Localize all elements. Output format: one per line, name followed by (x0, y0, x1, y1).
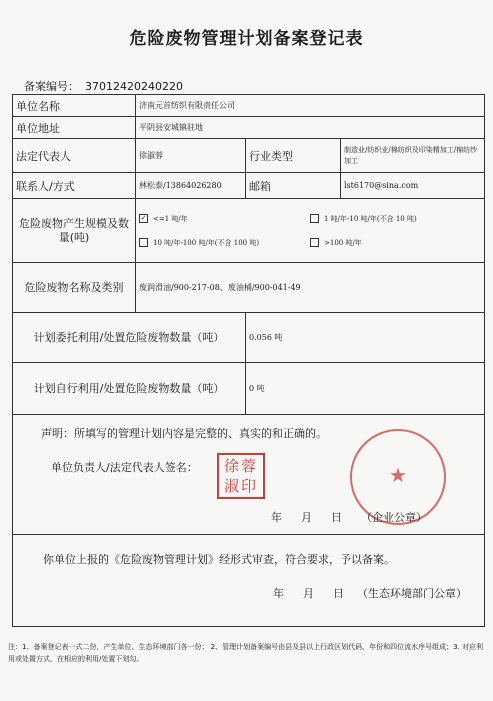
scale-option-text: <=1 吨/年 (153, 214, 188, 223)
personal-seal: 徐蓉淑印 (217, 453, 265, 499)
waste-name-label: 危险废物名称及类别 (13, 263, 136, 313)
unit-address-value: 平阴县安城镇驻地 (136, 117, 485, 139)
approval-section (13, 535, 485, 627)
approval-day: 日 (333, 587, 344, 600)
scale-option-3[interactable] (139, 238, 310, 248)
form-title: 危险废物管理计划备案登记表 (129, 29, 364, 49)
registration-table (12, 94, 485, 627)
legal-rep-label: 法定代表人 (13, 139, 136, 173)
scale-checkbox-3[interactable] (139, 238, 148, 247)
scale-checkbox-1[interactable]: ✓ (140, 214, 147, 222)
approval-month: 月 (303, 587, 314, 600)
self-use-value: 0 吨 (246, 363, 485, 415)
signer-label: 单位负责人/法定代表人签名： (51, 461, 198, 474)
authority-seal-note: （生态环境部门公章） (357, 587, 467, 600)
company-seal-note: （企业公章） (361, 511, 427, 524)
declaration-section (13, 415, 485, 535)
declaration-month: 月 (301, 511, 312, 524)
legal-rep-value: 徐淑蓉 (136, 139, 246, 173)
scale-option-text: >100 吨/年 (324, 238, 362, 247)
scale-option-4[interactable] (310, 238, 481, 248)
entrusted-label: 计划委托利用/处置危险废物数量（吨） (13, 313, 246, 363)
contact-label: 联系人/方式 (13, 173, 136, 199)
unit-name-label: 单位名称 (13, 95, 136, 117)
waste-name-value: 废润滑油/900-217-08、废油桶/900-041-49 (136, 263, 485, 313)
contact-value: 林松泰/13864026280 (136, 173, 246, 199)
scale-options (136, 199, 485, 263)
declaration-statement: 声明：所填写的管理计划内容是完整的、真实的和正确的。 (41, 427, 327, 440)
declaration-year: 年 (271, 511, 282, 524)
scale-checkbox-2[interactable] (310, 214, 319, 223)
approval-year: 年 (273, 587, 284, 600)
record-number-label: 备案编号： (24, 80, 79, 93)
unit-name-value: 济南元首纺织有限责任公司 (136, 95, 485, 117)
self-use-label: 计划自行利用/处置危险废物数量（吨） (13, 363, 246, 415)
seal-star-icon: ★ (389, 463, 407, 487)
industry-value: 制造业/纺织业/棉纺织及印染精加工/棉纺纱加工 (341, 139, 485, 173)
scale-option-1[interactable] (139, 214, 310, 224)
record-number-value: 37012420240220 (85, 80, 183, 93)
entrusted-value: 0.056 吨 (246, 313, 485, 363)
scale-option-text: 1 吨/年-10 吨/年(不含 10 吨) (324, 214, 417, 223)
industry-label: 行业类型 (246, 139, 341, 173)
approval-statement: 你单位上报的《危险废物管理计划》经形式审查，符合要求，予以备案。 (43, 553, 395, 566)
unit-address-label: 单位地址 (13, 117, 136, 139)
email-value: lst6170@sina.com (341, 173, 485, 199)
email-label: 邮箱 (246, 173, 341, 199)
scale-option-2[interactable] (310, 214, 481, 224)
footnote: 注：1、备案登记表一式二份，产生单位、生态环境部门各一份； 2、管理计划备案编号由县及县以上行政区划代码、年份和四位流水序号组成；3. 对应利用或处置方式，在相应的利用/处置下划勾。 (8, 643, 484, 663)
scale-label: 危险废物产生规模及数量(吨) (13, 199, 136, 263)
scale-checkbox-4[interactable] (310, 238, 319, 247)
scale-option-text: 10 吨/年-100 吨/年(不含 100 吨) (153, 238, 260, 247)
record-number (24, 78, 183, 94)
declaration-day: 日 (331, 511, 342, 524)
